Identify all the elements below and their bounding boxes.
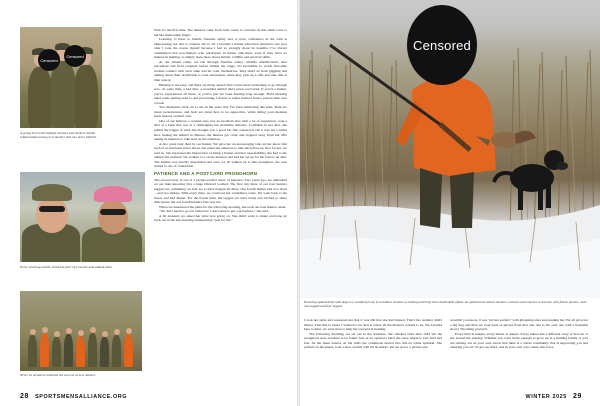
article-paragraph: One of our hunters, a woman who was an excellent shot with a lot of experience, took a shot at a buck that was at a challenging but attainable distance. Confident in her shot, she pulled the trigger at what she thought was a good hit. She connected, but it was not a lethal shot. Seeing the animal in distress, the hunters got close and stopped away from her rifle asking us mentors to take lead on the situation. — [154, 118, 287, 142]
article-paragraph: I took her aside and reassured her that it was OK that she had missed. That's the weather didn't matter. That this is where I wanted to be, that is where all the mentors wanted to be. We traveled here to hunt, we were here to help her succeed in hunting. — [304, 318, 442, 332]
censor-badge-small — [64, 45, 86, 67]
article-paragraph: Every hunt is unique, every hunter is unique. Every hunter has a different story of how he or she started the journey. Whether you were lucky enough to grow up in a hunting family or you are starting out on your own, know that there is a whole community that is supporting you and cheering you on! So get out there, and in your own way, return that favor. — [450, 331, 588, 350]
footer-site: SPORTSMENSALLIANCE.ORG — [35, 394, 128, 400]
right-page — [300, 0, 600, 406]
page-number-left: 28 — [20, 393, 29, 400]
article-paragraph: A bit stunned, we asked her what was going on. She didn't want to make everyone go back out in the sub-freezing temperatures "just for her." — [154, 213, 287, 223]
left-footer — [20, 393, 127, 400]
photo-celebration — [20, 291, 142, 371]
censor-badge-small-label: Censored — [66, 53, 84, 59]
right-column-1 — [304, 318, 442, 350]
censor-badge-small — [38, 49, 60, 71]
article-paragraph: Wait for the first time. The mentors come from both coasts to convene on this small town to nurture mentorship magic. — [154, 28, 287, 37]
main-photo-caption: Pursuing upland birds with dogs is a wonderful way to introduce newbies to hunting and help them build skills afield. An upland hunt allows mentors, mentees and coaches to interact with fellow hunters, both new legged and four legged. — [304, 300, 587, 309]
article-paragraph: The second story is one of a picture-perfect show of patience. Two years ago, we embarked on our hunt knowing that a huge blizzard loomed. The first day three of our four hunters tagged out, something we had yet to have happen all three. Our fourth hunter had two shots—and two misses. With every miss, we could see her confidence wane. We went back to the house and had dinner. For the fourth hunt, the tagged out were ready and excited to share their hunts, but our fourth hunter's fate was not. — [154, 177, 287, 205]
article-paragraph: Two memories stick out to me in the years that I've been mentoring this hunt. Both are about perseverance, and both are about how to be supportive, while letting your mentees learn lessons on their own. — [154, 105, 287, 119]
photo2-caption: Every teaching mentor should be part of a mentor and student team. — [20, 265, 113, 269]
article-paragraph: "We don't need to go out tomorrow I don't need to get a pronghorn," she said. — [159, 209, 269, 214]
photo-mentor-mentee — [20, 172, 145, 262]
photo-group-hunters — [20, 27, 102, 128]
page-number-right: 29 — [573, 393, 582, 400]
article-paragraph: wouldn't you know, it was "picture perfect" with glistening stars surrounding her. We all gave her a big hug and then we took back as photos from that one, she is the only one with a beautiful snowy Wyoming postcard. — [450, 318, 589, 332]
photo-upland-hunt — [300, 0, 600, 298]
censor-badge — [407, 5, 477, 85]
article-paragraph: When we announced the plans for the following morning, she took our lead mentor aside. — [159, 204, 287, 209]
footer-issue: WINTER 2025 — [525, 394, 567, 400]
article-paragraph: The following morning, we set out in the darkness. We checked field after field but the pronghorn were nowhere to be found. Just as we spotted a herd, the snow began to fall, hard and fast. As the sheet dances on the trails the conditions turned into full-on white sprinkle. She pitched on her knees, took a shot, and hit with hit its marks. We set up for a picture and — [304, 331, 442, 350]
right-column-2 — [450, 318, 588, 350]
article-paragraph: A few years later died by our hunter. We gave her an encouraging talk, let her know that each of us had been in her shoes, but when she asked us to take the follow-up shot for her, we said no. We expressed the importance of being a hunter and that responsibility she had to the animal she pursued. We walked to a closer distance and had her set up for her follow-up shot. The animal was quickly dispatched and once we all walked up to that pronghorn, the tone turned to one of celebration. — [154, 141, 287, 169]
section-heading: PATIENCE AND A POSTCARD PRONGHORN — [154, 170, 258, 176]
article-paragraph: Learning to hunt, to handle firearms safely and to have confidence in the wild is empowering not just to women, but to all. I became a hunter education instructor one year after I took the course myself because I feel so strongly about its benefits. I've always commented that non-hunters who participate in hunter education, even if they have no interest in hunting, to simply learn more about habitat, wildlife and survival skills. — [154, 37, 287, 60]
right-footer — [526, 393, 582, 400]
photo3-caption: Never be afraid to celebrate the success of new hunters. — [20, 373, 96, 377]
censor-label: Censored — [413, 37, 471, 53]
article-column — [154, 28, 287, 223]
article-paragraph: Hunting is not easy, and there are many aspects that can be heart-wrenching to go through solo. At some time, a bad shot, a wounded animal that's never recovered. If you're a hunter, you've experienced all these, or you've just not been hunting long enough. Field dressing takes some getting used to and processing, I found, is easier learned from a person than over a book. — [154, 82, 287, 105]
censor-badge-small-label: Censored — [40, 57, 58, 63]
article-paragraph: At our annual camp, we run through firearms safety, wildlife identification, shot placement and field etiquette before hitting the range. It's incredible to watch first-time women connect with each other and be, well, themselves. They build on from giggling and talking about their boyfriends to rock seriousness when they pick up a rifle and take aim at their quarry. — [154, 59, 287, 83]
photo1-caption: A group hunt with multiple mentors and mentees builds relationships among new hunters that can last a lifetime. — [20, 131, 98, 140]
left-page — [0, 0, 297, 406]
